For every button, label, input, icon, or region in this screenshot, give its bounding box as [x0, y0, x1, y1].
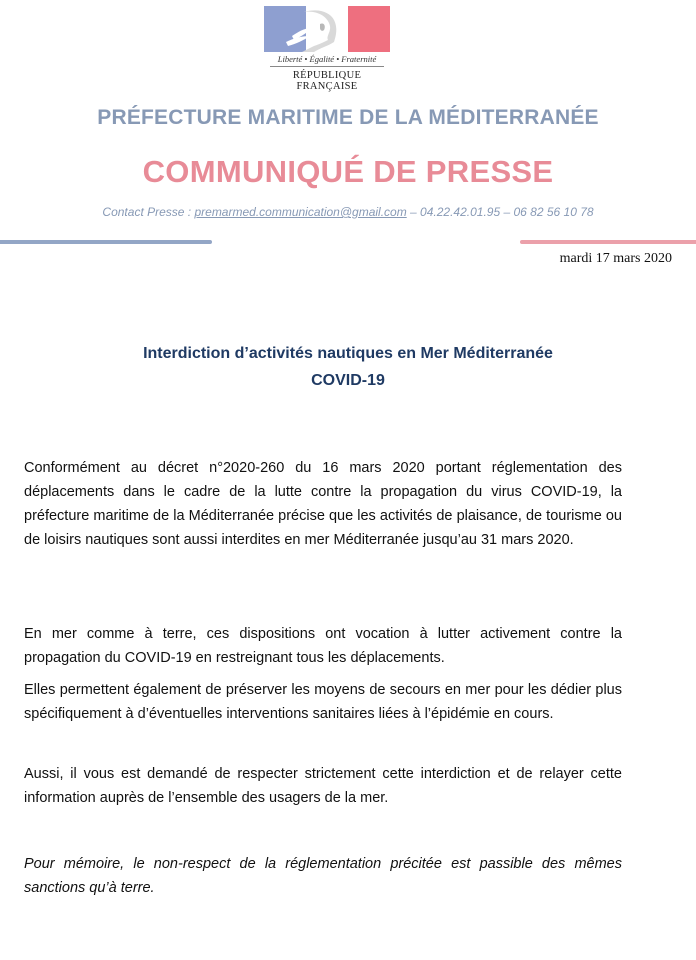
republic-label: RÉPUBLIQUE FRANÇAISE [292, 70, 362, 92]
contact-label: Contact Presse : [102, 205, 195, 219]
paragraph-provisions: En mer comme à terre, ces dispositions ont vocation à lutter activement contre la propagation du COVID-19 en restreignant tous les déplacements. [24, 626, 622, 666]
contact-phones: – 04.22.42.01.95 – 06 82 56 10 78 [406, 205, 594, 219]
republique-logo [262, 6, 392, 92]
marianne-logo-icon [264, 6, 390, 52]
motto: Liberté • Égalité • Fraternité [277, 54, 377, 64]
release-title [0, 340, 696, 394]
organization-name: PRÉFECTURE MARITIME DE LA MÉDITERRANÉE [97, 106, 599, 129]
title-line-1: Interdiction d’activités nautiques en Mer Méditerranée [143, 345, 553, 362]
logo-divider [270, 66, 384, 67]
paragraph-rescue: Elles permettent également de préserver les moyens de secours en mer pour les dédier plus spécifiquement à d’éventuelles interventions sanitaires liées à l’épidémie en cours. [24, 682, 622, 722]
press-contact [0, 205, 696, 219]
document-type: COMMUNIQUÉ DE PRESSE [142, 154, 554, 189]
paragraph-decree: Conformément au décret n°2020-260 du 16 mars 2020 portant réglementation des déplacements dans le cadre de la lutte contre la propagation du virus COVID-19, la préfecture maritime de la Méditerranée précise que les activités de plaisance, de tourisme ou de loisirs nautiques sont aussi interdites en mer Méditerranée jusqu’au 31 mars 2020. [24, 460, 622, 548]
paragraph-reminder: Pour mémoire, le non-respect de la réglementation précitée est passible des mêmes sanctions qu’à terre. [24, 856, 622, 896]
header-rule-red [520, 240, 696, 244]
contact-email-link[interactable]: premarmed.communication@gmail.com [194, 205, 407, 219]
header-rule-blue [0, 240, 212, 244]
release-date: mardi 17 mars 2020 [559, 251, 672, 266]
paragraph-request: Aussi, il vous est demandé de respecter strictement cette interdiction et de relayer cette information auprès de l’ensemble des usagers de la mer. [24, 766, 622, 806]
title-line-2: COVID-19 [311, 372, 385, 389]
